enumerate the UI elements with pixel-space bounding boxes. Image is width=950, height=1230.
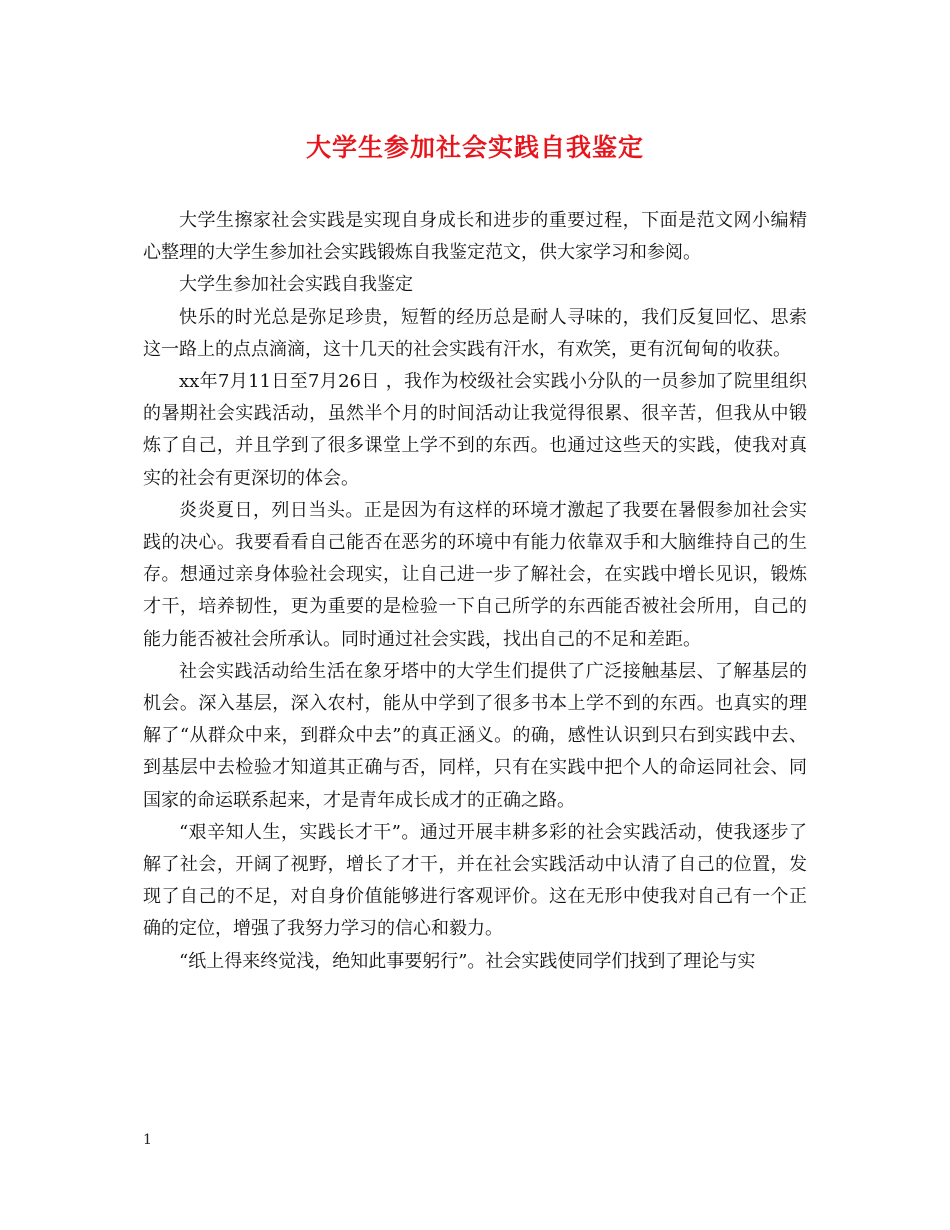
paragraph-3: 炎炎夏日，列日当头。正是因为有这样的环境才激起了我要在暑假参加社会实践的决心。我要看看自己能否在恶劣的环境中有能力依靠双手和大脑维持自己的生存。想通过亲身体验社会现实，让自己进一步了解社会，在实践中增长见识，锻炼才干，培养韧性，更为重要的是检验一下自己所学的东西能否被社会所用，自己的能力能否被社会所承认。同时通过社会实践，找出自己的不足和差距。: [143, 499, 807, 650]
page-number: 1: [143, 1132, 152, 1148]
paragraph-1: 快乐的时光总是弥足珍贵，短暂的经历总是耐人寻味的，我们反复回忆、思索这一路上的点点滴滴，这十几天的社会实践有汗水，有欢笑，更有沉甸甸的收获。: [143, 306, 807, 360]
paragraph-6: “纸上得来终觉浅，绝知此事要躬行”。社会实践使同学们找到了理论与实: [179, 950, 756, 972]
paragraph-4: 社会实践活动给生活在象牙塔中的大学生们提供了广泛接触基层、了解基层的机会。深入基层，深入农村，能从中学到了很多书本上学不到的东西。也真实的理解了“从群众中来，到群众中去”的真正涵义。的确，感性认识到只右到实践中去、到基层中去检验才知道其正确与否，同样，只有在实践中把个人的命运同社会、同国家的命运联系起来，才是青年成长成才的正确之路。: [143, 660, 807, 811]
paragraph-subtitle: 大学生参加社会实践自我鉴定: [179, 274, 413, 296]
paragraph-intro: 大学生擦家社会实践是实现自身成长和进步的重要过程，下面是范文网小编精心整理的大学生参加社会实践锻炼自我鉴定范文，供大家学习和参阅。: [143, 210, 807, 264]
paragraph-2: xx年7月11日至7月26日 ，我作为校级社会实践小分队的一员参加了院里组织的暑期社会实践活动，虽然半个月的时间活动让我觉得很累、很辛苦，但我从中锻炼了自己，并且学到了很多课堂上学不到的东西。也通过这些天的实践，使我对真实的社会有更深切的体会。: [143, 371, 807, 489]
document-title: 大学生参加社会实践自我鉴定: [305, 133, 644, 162]
paragraph-5: “艰辛知人生，实践长才干”。通过开展丰耕多彩的社会实践活动，使我逐步了解了社会，开阔了视野，增长了才干，并在社会实践活动中认清了自己的位置，发现了自己的不足，对自身价值能够进行客观评价。这在无形中使我对自己有一个正确的定位，增强了我努力学习的信心和毅力。: [143, 821, 807, 940]
document-body: [143, 205, 807, 978]
